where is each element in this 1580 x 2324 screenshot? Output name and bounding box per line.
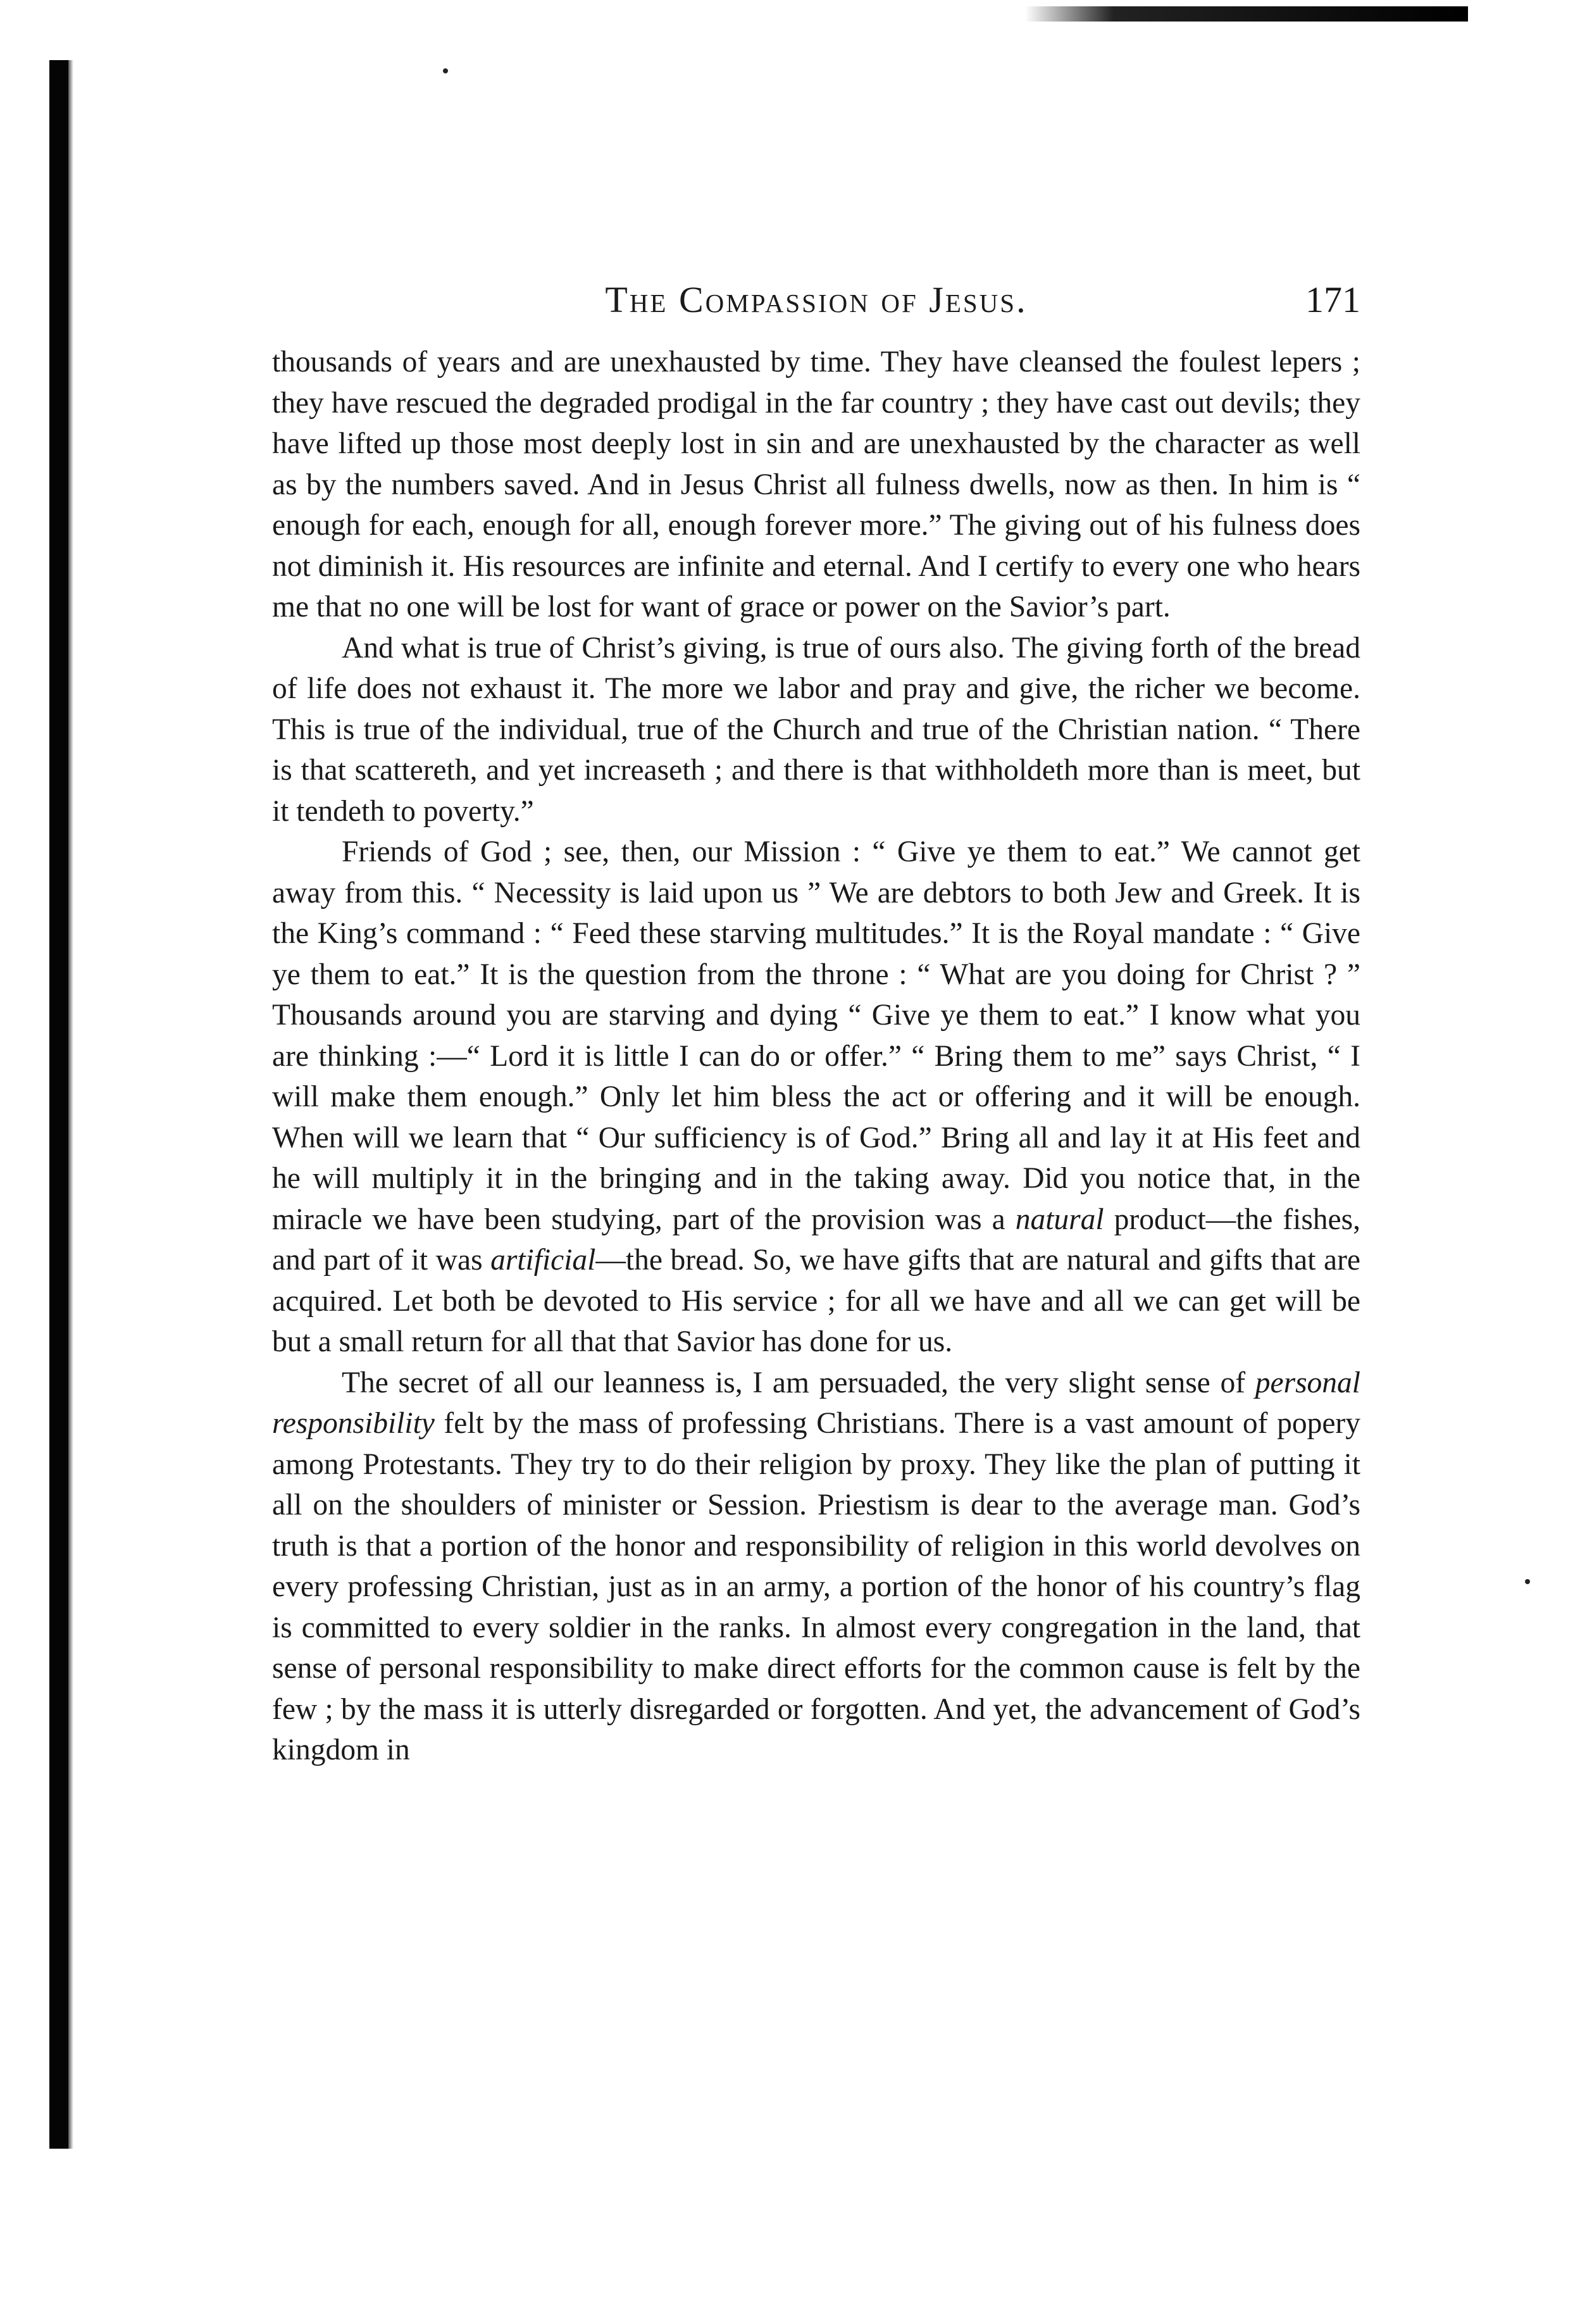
- italic-phrase: artificial: [490, 1244, 596, 1277]
- print-speck: [443, 68, 448, 73]
- top-edge-rule: [1025, 6, 1468, 22]
- paragraph: [272, 1363, 1360, 1771]
- text-run: The secret of all our leanness is, I am persuaded, the very slight sense of: [342, 1366, 1255, 1399]
- binding-shadow: [49, 60, 68, 2149]
- running-title: The Compassion of Jesus.: [605, 279, 1028, 320]
- paragraph: [272, 342, 1360, 628]
- paragraph: [272, 628, 1360, 832]
- text-run: product—the fishes, and part of it was: [272, 1203, 1360, 1277]
- print-speck: [1525, 1579, 1530, 1584]
- text-run: felt by the mass of professing Christians. There is a vast amount of popery among Protestants. They try to do their religion by proxy. They like the plan of putting it all on the shoulders of minister or Session. Priestism is dear to the average man. God’s truth is that a portion of the honor and responsibility of religion in this world devolves on every professing Christian, just as in an army, a portion of the honor of his country’s flag is committed to every soldier in the ranks. In almost every congregation in the land, that sense of personal responsibility to make direct efforts for the common cause is felt by the few ; by the mass it is utterly disregarded or forgotten. And yet, the advancement of God’s kingdom in: [272, 1407, 1360, 1766]
- text-run: And what is true of Christ’s giving, is true of ours also. The giving forth of the bread of life does not exhaust it. The more we labor and pray and give, the richer we become. This is true of the individual, true of the Church and true of the Christian nation. “ There is that scattereth, and yet increaseth ; and there is that withholdeth more than is meet, but it tendeth to poverty.”: [272, 631, 1360, 828]
- italic-phrase: personal responsibility: [272, 1366, 1360, 1440]
- text-run: —the bread. So, we have gifts that are natural and gifts that are acquired. Let both be devoted to His service ; for all we have and all we can get will be but a small return for all that that Savior has done for us.: [272, 1244, 1360, 1358]
- text-run: thousands of years and are unexhausted by time. They have cleansed the foulest lepers ; they have rescued the degraded prodigal in the far country ; they have cast out devils; they have lifted up those most deeply lost in sin and are unexhausted by the character as well as by the numbers saved. And in Jesus Christ all fulness dwells, now as then. In him is “ enough for each, enough for all, enough forever more.” The giving out of his fulness does not diminish it. His resources are infinite and eternal. And I certify to every one who hears me that no one will be lost for want of grace or power on the Savior’s part.: [272, 346, 1360, 623]
- paragraph: [272, 832, 1360, 1363]
- running-head: [272, 278, 1360, 342]
- body-text: [272, 342, 1360, 1771]
- italic-phrase: natural: [1015, 1203, 1104, 1236]
- document-page: [272, 278, 1360, 1771]
- text-run: Friends of God ; see, then, our Mission : “ Give ye them to eat.” We cannot get away from this. “ Necessity is laid upon us ” We are debtors to both Jew and Greek. It is the King’s command : “ Feed these starving multitudes.” It is the Royal mandate : “ Give ye them to eat.” It is the question from the throne : “ What are you doing for Christ ? ” Thousands around you are starving and dying “ Give ye them to eat.” I know what you are thinking :—“ Lord it is little I can do or offer.” “ Bring them to me” says Christ, “ I will make them enough.” Only let him bless the act or offering and it will be enough. When will we learn that “ Our sufficiency is of God.” Bring all and lay it at His feet and he will multiply it in the bringing and in the taking away. Did you notice that, in the miracle we have been studying, part of the provision was a: [272, 835, 1360, 1236]
- binding-shadow-edge: [68, 60, 73, 2149]
- page-number: 171: [1305, 279, 1360, 320]
